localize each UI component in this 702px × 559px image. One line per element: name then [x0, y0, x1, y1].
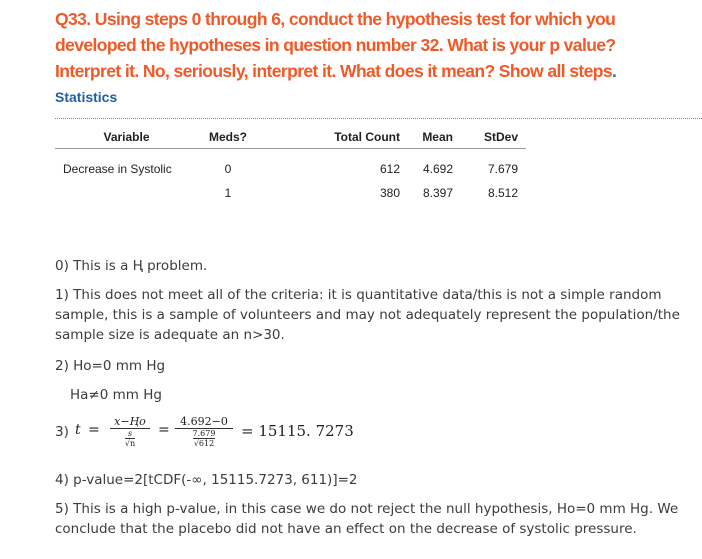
step-0: 0) This is a Ⱨ problem. [55, 258, 208, 274]
table-header-row [55, 126, 526, 149]
step-2-alt: Ha≠0 mm Hg [70, 387, 162, 403]
cell-stdev: 8.512 [487, 186, 518, 200]
cell-meds: 1 [224, 186, 232, 200]
cell-count: 380 [379, 186, 400, 200]
header-meds: Meds? [208, 130, 247, 144]
formula-sqrt-n: √n [124, 439, 136, 448]
formula-fraction [110, 415, 150, 448]
formula-s: s [127, 429, 133, 438]
step-1: 1) This does not meet all of the criteria: it is quantitative data/this is not a simple random sample, this is a sample of volunteers and may not adequately represent the population/the sample size is adequate an n>30. [55, 287, 680, 343]
header-stdev: StDev [483, 130, 518, 144]
table-row [55, 157, 526, 181]
statistics-title: Statistics [55, 89, 118, 105]
cell-meds: 0 [224, 162, 232, 176]
section-divider [55, 118, 702, 119]
t-result: = 15115. 7273 [241, 422, 354, 440]
header-total-count: Total Count [334, 130, 400, 144]
step-3-prefix: 3) [55, 424, 69, 440]
equals-sign: = [88, 422, 100, 438]
value-sd: 7.679 [192, 429, 216, 438]
table-row [55, 181, 526, 205]
question-text: Q33. Using steps 0 through 6, conduct the hypothesis test for which you developed the hypotheses in question number 32. What is your p value? Interpret it. No, seriously, interpret it. What does it mean? Show all steps [55, 9, 616, 81]
header-mean: Mean [422, 130, 453, 144]
step-2-null: 2) Ho=0 mm Hg [55, 358, 166, 374]
cell-variable [55, 181, 198, 205]
value-fraction [175, 415, 233, 448]
cell-mean: 4.692 [422, 162, 453, 176]
step-3-equation [55, 412, 655, 462]
formula-numerator: x−Ⱨo [114, 415, 146, 428]
value-sqrt-n: √612 [193, 439, 215, 448]
cell-mean: 8.397 [422, 186, 453, 200]
statistics-table [55, 126, 526, 205]
cell-variable: Decrease in Systolic [63, 162, 172, 176]
value-numerator: 4.692−0 [180, 415, 228, 428]
header-variable: Variable [103, 130, 150, 144]
question-trailing-period: . [611, 61, 617, 81]
t-symbol: t [75, 422, 81, 438]
formula-denominator [125, 429, 135, 448]
value-denominator [193, 429, 216, 448]
step-4: 4) p-value=2[tCDF(-∞, 15115.7273, 611)]=2 [55, 472, 358, 488]
equals-sign-2: = [158, 422, 170, 438]
question-heading [55, 6, 685, 84]
step-5: 5) This is a high p-value, in this case we do not reject the null hypothesis, Ho=0 mm Hg. We conclude that the placebo did not have an effect on the decrease of systolic pressure. [55, 501, 679, 537]
cell-stdev: 7.679 [487, 162, 518, 176]
cell-count: 612 [379, 162, 400, 176]
